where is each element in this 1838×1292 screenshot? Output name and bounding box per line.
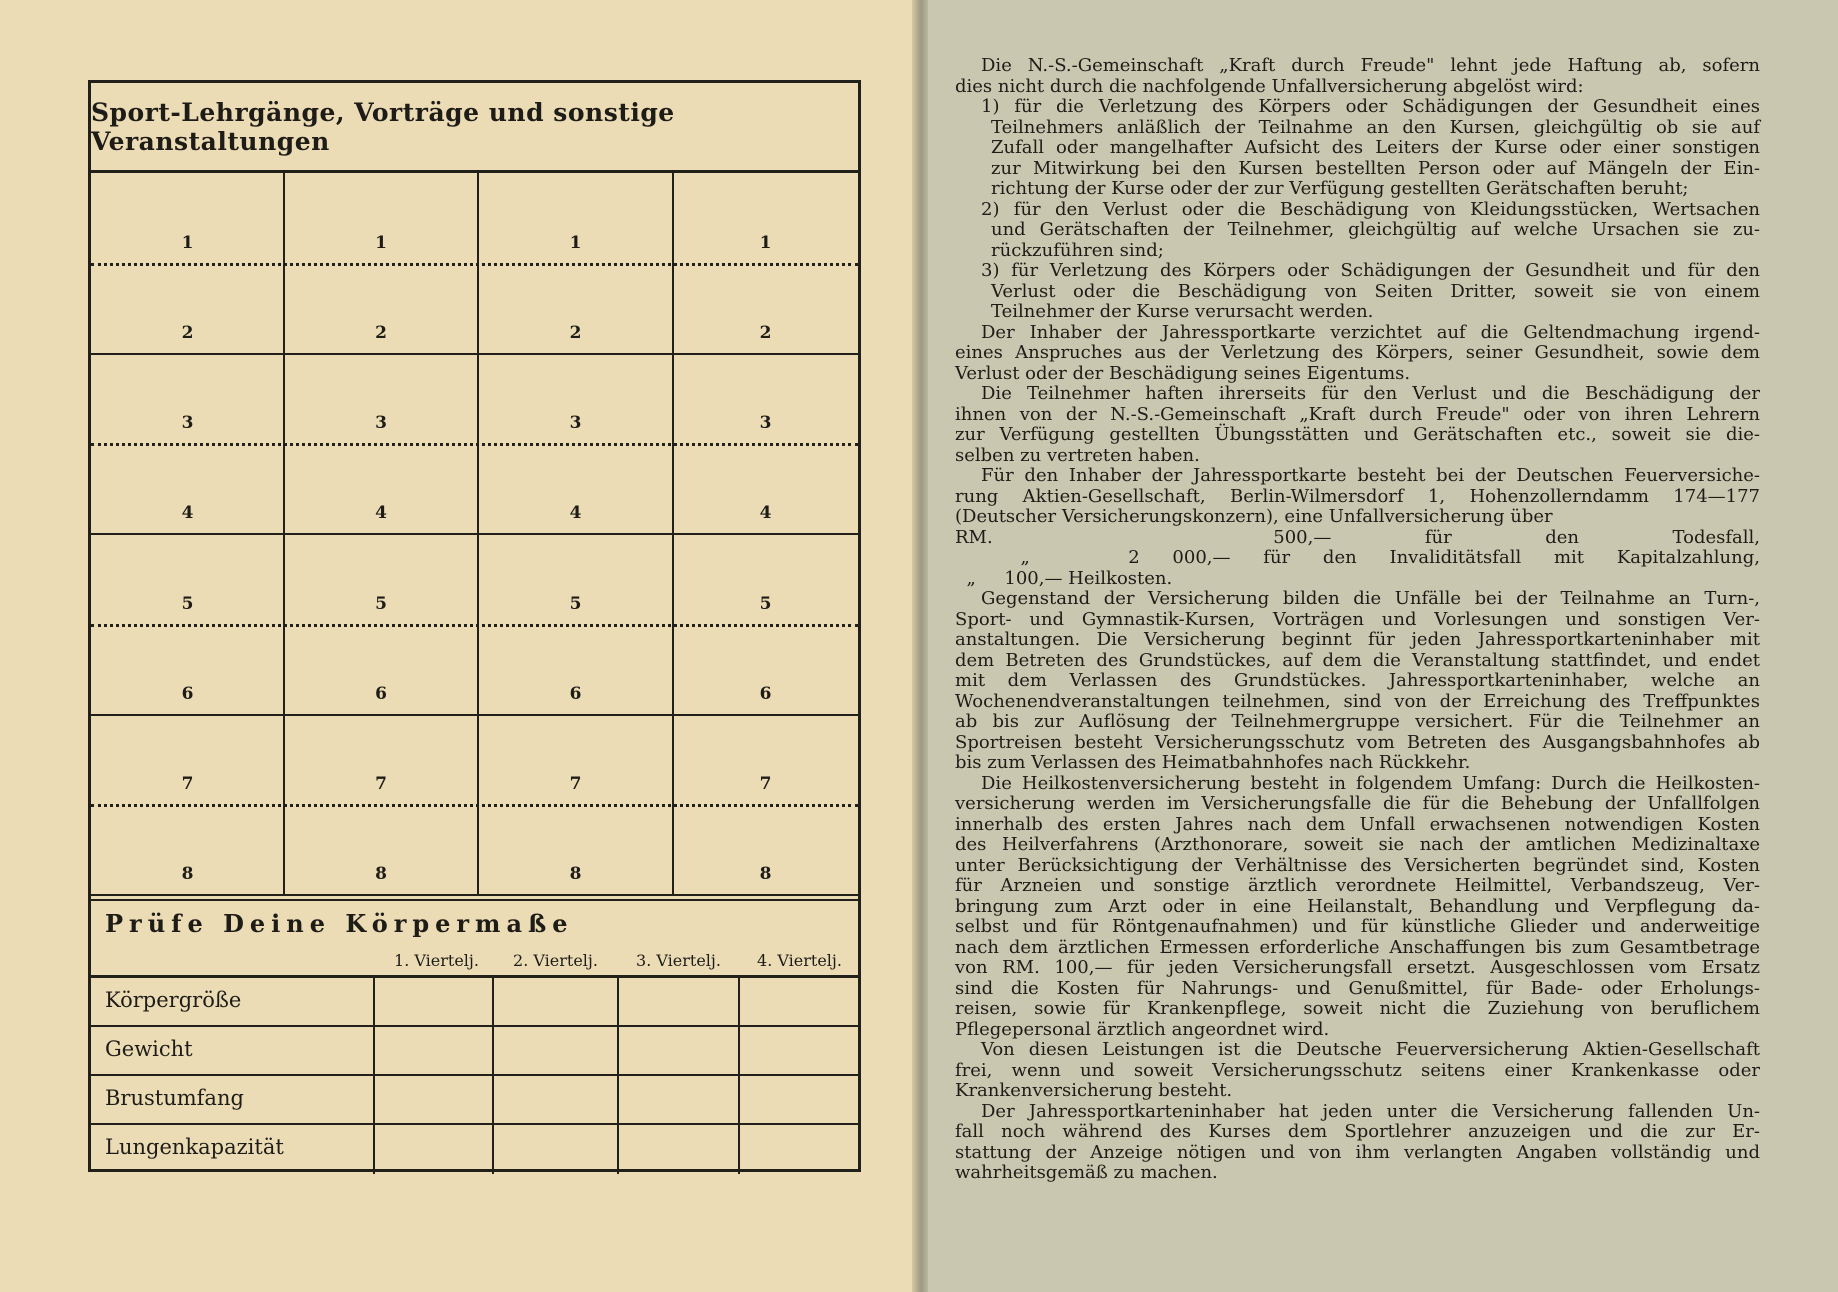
paragraph: [955, 466, 1760, 528]
text-line: dem Betreten des Grundstückes, auf dem die Veranstaltung stattfindet, und endet: [955, 649, 1760, 671]
quarter-label-1: 1. Viertelj.: [394, 951, 479, 970]
text-line: Teilnehmers anläßlich der Teilnahme an den Kursen, gleichgültig ob sie auf: [991, 116, 1760, 138]
measurement-cell[interactable]: [617, 978, 738, 1025]
grid-row-divider: [91, 353, 858, 355]
text-line: des Heilverfahrens (Arzthonorare, soweit sie nach der amtlichen Medizinaltaxe: [955, 834, 1760, 855]
measurement-cell[interactable]: [373, 1027, 492, 1074]
text-line: Sportreisen besteht Versicherungsschutz vom Betreten des Ausgangsbahnhofes ab: [955, 731, 1760, 753]
text-line: fall noch während des Kurses dem Sportlehrer anzuzeigen und die zur Er-: [955, 1121, 1760, 1142]
event-slot-number: 1: [181, 233, 194, 253]
event-slot-number: 7: [569, 774, 582, 794]
text-line: dies nicht durch die nachfolgende Unfallversicherung abgelöst wird:: [955, 75, 1584, 97]
event-slot-number: 6: [759, 684, 772, 704]
measurements-title: Prüfe Deine Körpermaße: [105, 909, 574, 938]
text-line: rückzuführen sind;: [991, 239, 1164, 261]
text-line: Verlust oder die Beschädigung von Seiten Dritter, soweit sie von einem: [991, 280, 1760, 302]
event-slot-number: 4: [569, 503, 582, 523]
measurement-cell[interactable]: [373, 978, 492, 1025]
text-line: Krankenversicherung besteht.: [955, 1080, 1233, 1101]
text-line: Zufall oder mangelhafter Aufsicht des Leiters der Kurse oder einer sonstigen: [991, 137, 1760, 158]
text-line: Teilnehmer der Kurse verursacht werden.: [991, 301, 1374, 322]
event-slot-number: 7: [375, 774, 387, 794]
text-line: 3) für Verletzung des Körpers oder Schädigungen der Gesundheit und für den: [981, 260, 1760, 281]
text-line: Der Inhaber der Jahressportkarte verzichtet auf die Geltendmachung irgend-: [981, 321, 1760, 343]
paragraph: [955, 589, 1760, 774]
quarter-label-4: 4. Viertelj.: [757, 951, 842, 970]
measurement-row: [91, 1076, 858, 1125]
text-line: unter Berücksichtigung der Verhältnisse des Versicherten begründet sind, Kosten: [955, 854, 1760, 876]
text-line: reisen, sowie für Krankenpflege, soweit nicht die Zuziehung von beruflichem: [955, 998, 1760, 1019]
event-slot-number: 8: [569, 864, 582, 884]
text-line: bringung zum Arzt oder in eine Heilanstalt, Behandlung und Verpflegung da-: [955, 895, 1760, 917]
left-page: [0, 0, 918, 1292]
text-line: anstaltungen. Die Versicherung beginnt für jeden Jahressportkarteninhaber mit: [955, 629, 1760, 650]
grid-row-divider: [91, 443, 858, 446]
measurement-cell[interactable]: [373, 1076, 492, 1123]
text-line: Verlust oder der Beschädigung seines Eigentums.: [955, 362, 1411, 384]
text-line: rung Aktien-Gesellschaft, Berlin-Wilmersdorf 1, Hohenzollerndamm 174—177: [955, 485, 1760, 507]
text-line: wahrheitsgemäß zu machen.: [955, 1162, 1218, 1183]
measurement-row: [91, 1027, 858, 1076]
event-slot-number: 1: [375, 233, 387, 253]
event-slot-number: 7: [181, 774, 194, 794]
grid-row-divider: [91, 533, 858, 535]
measurement-cell[interactable]: [617, 1027, 738, 1074]
text-line: richtung der Kurse oder der zur Verfügung gestellten Gerätschaften beruht;: [991, 178, 1689, 199]
events-title: Sport-Lehrgänge, Vorträge und sonstige Veranstaltungen: [91, 83, 858, 173]
measurement-cell[interactable]: [492, 1076, 617, 1123]
event-slot-number: 3: [759, 413, 772, 433]
list-item: [955, 261, 1760, 323]
event-slot-number: 8: [759, 864, 772, 884]
text-line: zur Mitwirkung bei den Kursen bestellten Person oder auf Mängeln der Ein-: [991, 157, 1760, 179]
event-slot-number: 8: [181, 864, 194, 884]
list-item: [955, 97, 1760, 200]
text-line: und Gerätschaften der Teilnehmer, gleichgültig auf welche Ursachen sie zu-: [991, 219, 1760, 240]
measurement-label: Gewicht: [105, 1037, 193, 1061]
paragraph: [955, 1040, 1760, 1102]
quarter-label-2: 2. Viertelj.: [513, 951, 598, 970]
event-slot-number: 5: [759, 594, 772, 614]
text-line: selbst und für Röntgenaufnahmen) und für künstliche Glieder und anderweitige: [955, 916, 1760, 937]
text-line: selben zu vertreten haben.: [955, 444, 1200, 466]
text-line: „ 2 000,— für den Invaliditätsfall mit Kapitalzahlung,: [955, 547, 1760, 568]
grid-row-divider: [91, 714, 858, 716]
measurement-label: Brustumfang: [105, 1086, 244, 1110]
text-line: Die N.-S.-Gemeinschaft „Kraft durch Freude" lehnt jede Haftung ab, sofern: [981, 55, 1760, 76]
text-line: Die Heilkostenversicherung besteht in folgendem Umfang: Durch die Heilkosten-: [981, 772, 1760, 794]
text-line: versicherung werden im Versicherungsfalle die für die Behebung der Unfallfolgen: [955, 793, 1760, 814]
measurement-cell[interactable]: [373, 1125, 492, 1174]
measurement-cell[interactable]: [617, 1076, 738, 1123]
text-line: für Arzneien und sonstige ärztlich verordnete Heilmittel, Verbandszeug, Ver-: [955, 875, 1760, 896]
text-line: innerhalb des ersten Jahres nach dem Unfall erwachsenen notwendigen Kosten: [955, 813, 1760, 835]
text-line: frei, wenn und soweit Versicherungsschutz seitens einer Krankenkasse oder: [955, 1059, 1760, 1081]
measurement-cell[interactable]: [617, 1125, 738, 1174]
text-line: 2) für den Verlust oder die Beschädigung von Kleidungsstücken, Wertsachen: [981, 198, 1760, 220]
event-slot-number: 4: [181, 503, 194, 523]
measurement-label: Lungenkapazität: [105, 1135, 284, 1159]
event-slot-number: 3: [375, 413, 387, 433]
measurement-cell[interactable]: [738, 1027, 858, 1074]
insurance-terms-text: [955, 56, 1760, 1184]
measurement-row: [91, 978, 858, 1027]
grid-row-divider: [91, 263, 858, 266]
text-line: 1) für die Verletzung des Körpers oder Schädigungen der Gesundheit eines: [981, 96, 1760, 117]
measurement-label: Körpergröße: [105, 988, 242, 1012]
text-line: RM. 500,— für den Todesfall,: [955, 526, 1760, 548]
quarter-label-3: 3. Viertelj.: [636, 951, 721, 970]
text-line: zur Verfügung gestellten Übungsstätten und Gerätschaften etc., soweit sie die-: [955, 424, 1760, 445]
text-line: Pflegepersonal ärztlich angeordnet wird.: [955, 1018, 1330, 1040]
event-slot-number: 3: [181, 413, 194, 433]
event-slot-number: 2: [375, 323, 387, 343]
measurement-cell[interactable]: [492, 1125, 617, 1174]
measurement-cell[interactable]: [492, 978, 617, 1025]
insurance-amounts: [955, 528, 1760, 590]
text-line: mit dem Verlassen des Grundstückes. Jahressportkarteninhaber, welche an: [955, 670, 1760, 691]
event-slot-number: 6: [181, 684, 194, 704]
measurement-cell[interactable]: [738, 1125, 858, 1174]
measurement-row: [91, 1125, 858, 1174]
event-slot-number: 1: [759, 233, 772, 253]
event-slot-number: 3: [569, 413, 582, 433]
event-slot-number: 4: [759, 503, 772, 523]
grid-row-divider: [91, 804, 858, 807]
event-slot-number: 6: [569, 684, 582, 704]
text-line: bis zum Verlassen des Heimatbahnhofes nach Rückkehr.: [955, 752, 1471, 773]
text-line: eines Anspruches aus der Verletzung des Körpers, seiner Gesundheit, sowie dem: [955, 342, 1760, 363]
events-grid: [91, 173, 858, 894]
event-slot-number: 8: [375, 864, 387, 884]
text-line: Der Jahressportkarteninhaber hat jeden unter die Versicherung fallenden Un-: [981, 1100, 1760, 1122]
text-line: Die Teilnehmer haften ihrerseits für den Verlust und die Beschädigung der: [981, 383, 1760, 404]
measurement-cell[interactable]: [738, 978, 858, 1025]
text-line: Für den Inhaber der Jahressportkarte besteht bei der Deutschen Feuerversiche-: [981, 465, 1760, 486]
text-line: „ 100,— Heilkosten.: [955, 567, 1173, 589]
measurements-header: [91, 901, 858, 978]
text-line: Gegenstand der Versicherung bilden die Unfälle bei der Teilnahme an Turn-,: [981, 588, 1760, 609]
text-line: nach dem ärztlichen Ermessen erforderliche Anschaffungen bis zum Gesamtbetrage: [955, 936, 1760, 958]
text-line: von RM. 100,— für jeden Versicherungsfall ersetzt. Ausgeschlossen vom Ersatz: [955, 957, 1760, 978]
event-slot-number: 2: [759, 323, 772, 343]
paragraph: [955, 56, 1760, 97]
measurement-cell[interactable]: [492, 1027, 617, 1074]
paragraph: [955, 384, 1760, 466]
text-line: ab bis zur Auflösung der Teilnehmergruppe versichert. Für die Teilnehmer an: [955, 711, 1760, 732]
event-slot-number: 2: [181, 323, 194, 343]
paragraph: [955, 323, 1760, 385]
event-slot-number: 4: [375, 503, 387, 523]
list-item: [955, 200, 1760, 262]
paragraph: [955, 1102, 1760, 1184]
event-slot-number: 2: [569, 323, 582, 343]
event-slot-number: 6: [375, 684, 387, 704]
text-line: stattung der Anzeige nötigen und von ihm verlangten Angaben vollständig und: [955, 1141, 1760, 1163]
paragraph: [955, 774, 1760, 1041]
event-slot-number: 5: [181, 594, 194, 614]
event-slot-number: 5: [569, 594, 582, 614]
text-line: Sport- und Gymnastik-Kursen, Vorträgen und Vorlesungen und sonstigen Ver-: [955, 608, 1760, 630]
double-divider: [91, 894, 858, 901]
text-line: Von diesen Leistungen ist die Deutsche Feuerversicherung Aktien-Gesellschaft: [981, 1039, 1760, 1060]
event-slot-number: 7: [759, 774, 772, 794]
text-line: ihnen von der N.-S.-Gemeinschaft „Kraft durch Freude" oder von ihren Lehrern: [955, 403, 1760, 425]
event-slot-number: 5: [375, 594, 387, 614]
measurement-cell[interactable]: [738, 1076, 858, 1123]
text-line: (Deutscher Versicherungskonzern), eine Unfallversicherung über: [955, 506, 1553, 527]
events-form-box: [88, 80, 861, 1172]
text-line: Wochenendveranstaltungen teilnehmen, sind von der Erreichung des Treffpunktes: [955, 690, 1760, 712]
event-slot-number: 1: [569, 233, 582, 253]
grid-row-divider: [91, 624, 858, 627]
text-line: sind die Kosten für Nahrungs- und Genußmittel, für Bade- oder Erholungs-: [955, 977, 1760, 999]
